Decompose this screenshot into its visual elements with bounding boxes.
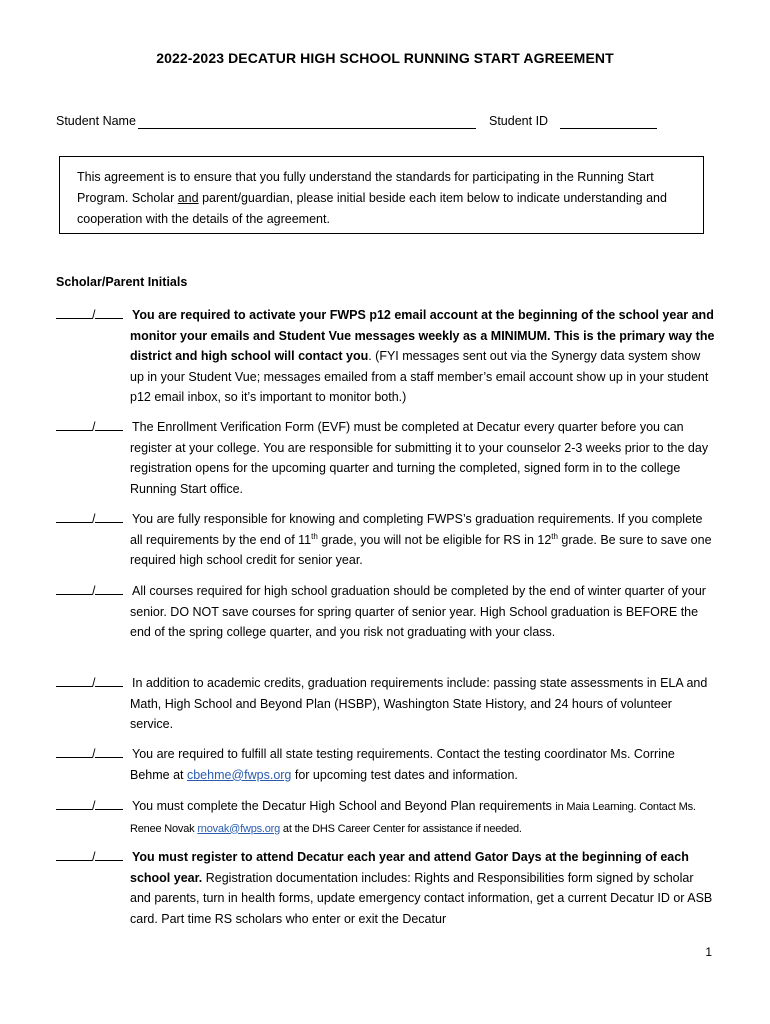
item-text: You must register to attend Decatur each year and attend Gator Days at the beginning of each school year. Registration documentation includes: Rights and Responsibilities form signed by scholar and parents, turn in health forms, update emergency contact information, get a current Decatur ID or ASB card. Part time RS scholars who enter or exit the Decatur xyxy=(130,850,713,926)
item-text: All courses required for high school graduation should be completed by the end of winter quarter of your senior. DO NOT save courses for spring quarter of senior year. High School graduation is BEFORE the end of the spring college quarter, and you risk not graduating with your class. xyxy=(130,584,706,640)
item-text: You are fully responsible for knowing and completing FWPS’s graduation requirements. If you complete all requirements by the end of 11th grade, you will not be eligible for RS in 12th grade. Be sure to save one required high school credit for senior year. xyxy=(130,512,712,568)
career-center-email-link[interactable]: rnovak@fwps.org xyxy=(197,822,281,835)
item-text: You must complete the Decatur High School and Beyond Plan requirements in Maia Learning. Contact Ms. Renee Novak rnovak@fwps.org at the DHS Career Center for assistance if needed. xyxy=(130,799,696,835)
initials-blank: / xyxy=(56,847,123,868)
initials-blank: / xyxy=(56,581,123,602)
section-heading: Scholar/Parent Initials xyxy=(56,275,188,289)
agreement-item-3 xyxy=(56,509,716,571)
agreement-intro-part-1: This agreement is to ensure that you fully understand the standards for participating in the Running Start Program. Scholar xyxy=(77,170,654,205)
student-id-blank xyxy=(560,128,657,129)
item-text: In addition to academic credits, graduation requirements include: passing state assessments in ELA and Math, High School and Beyond Plan (HSBP), Washington State History, and 24 hours of volunteer service. xyxy=(130,676,708,732)
agreement-item-1 xyxy=(56,305,716,408)
agreement-intro-and: and xyxy=(177,191,199,205)
student-id-label: Student ID xyxy=(489,114,549,128)
agreement-item-4 xyxy=(56,581,716,643)
agreement-item-7 xyxy=(56,796,716,839)
page-number: 1 xyxy=(705,945,712,959)
initials-blank: / xyxy=(56,417,123,438)
initials-blank: / xyxy=(56,673,123,694)
agreement-intro-box xyxy=(59,156,704,234)
student-name-label: Student Name xyxy=(56,114,136,128)
agreement-item-2 xyxy=(56,417,716,499)
item-text: You are required to activate your FWPS p12 email account at the beginning of the school year and monitor your emails and Student Vue messages weekly as a MINIMUM. This is the primary way the district and high school will contact you. (FYI messages sent out via the Synergy data system show up in your Student Vue; messages emailed from a staff member’s email account show up in your student p12 email inbox, so it’s important to monitor both.) xyxy=(130,308,715,405)
agreement-intro-part-2: parent/guardian, please initial beside each item below to indicate understanding and cooperation with the details of the agreement. xyxy=(77,191,667,226)
agreement-item-6 xyxy=(56,744,716,785)
item-text: The Enrollment Verification Form (EVF) must be completed at Decatur every quarter before you can register at your college. You are responsible for submitting it to your counselor 2-3 weeks prior to the day registration opens for the upcoming quarter and turning the completed, signed form in to the college Running Start office. xyxy=(130,420,709,496)
initials-blank: / xyxy=(56,509,123,530)
agreement-item-5 xyxy=(56,673,716,735)
student-name-blank xyxy=(138,128,476,129)
initials-blank: / xyxy=(56,744,123,765)
item-text: You are required to fulfill all state testing requirements. Contact the testing coordinator Ms. Corrine Behme at cbehme@fwps.org for upcoming test dates and information. xyxy=(130,747,675,782)
testing-coordinator-email-link[interactable]: cbehme@fwps.org xyxy=(186,767,292,782)
initials-blank: / xyxy=(56,796,123,817)
initials-blank: / xyxy=(56,305,123,326)
agreement-item-8 xyxy=(56,847,716,929)
document-title: 2022-2023 DECATUR HIGH SCHOOL RUNNING START AGREEMENT xyxy=(156,50,614,66)
